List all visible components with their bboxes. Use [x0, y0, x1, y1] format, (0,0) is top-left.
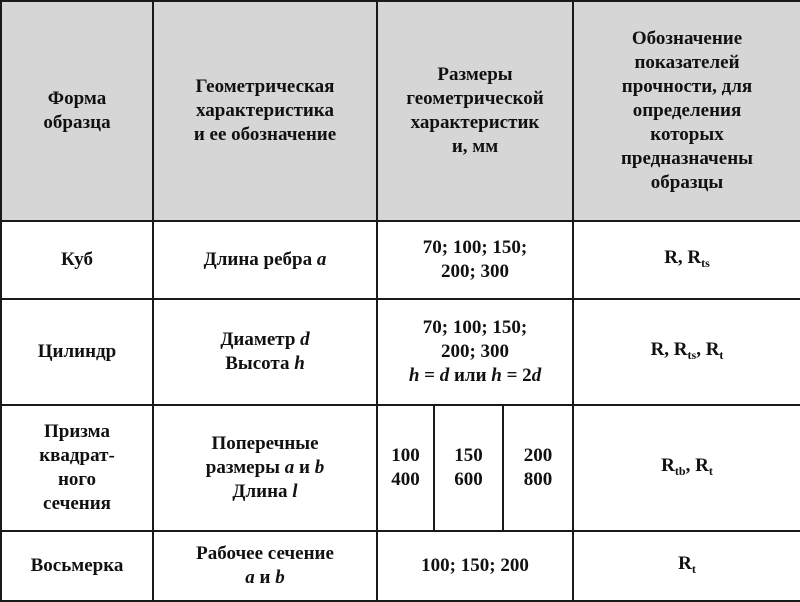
cell-sizes-prism-150: 150 600	[434, 405, 503, 531]
cell-indicator-figure-eight: $R_t$	[573, 531, 800, 601]
cell-indicator-cube: R, $R_{ts}$	[573, 221, 800, 299]
header-sample-form: Форма образца	[1, 1, 153, 221]
table-row-cylinder	[1, 299, 800, 405]
cell-geom-figure-eight: Рабочее сечение a и b	[153, 531, 377, 601]
table-header-row	[1, 1, 800, 221]
cell-form-prism: Призма квадрат- ного сечения	[1, 405, 153, 531]
cell-geom-cylinder: Диаметр d Высота h	[153, 299, 377, 405]
cell-sizes-prism-100: 100 400	[377, 405, 434, 531]
cell-form-cube: Куб	[1, 221, 153, 299]
cell-indicator-cylinder: R, $R_{ts}$, $R_t$	[573, 299, 800, 405]
table-row-cube	[1, 221, 800, 299]
cell-indicator-prism: $R_{tb}$, $R_t$	[573, 405, 800, 531]
header-dimensions: Размеры геометрической характеристик и, мм	[377, 1, 573, 221]
cell-sizes-prism-200: 200 800	[503, 405, 573, 531]
cell-geom-prism: Поперечные размеры a и b Длина l	[153, 405, 377, 531]
header-strength-indicators: Обозначение показателей прочности, для определения которых предназначены образцы	[573, 1, 800, 221]
table-row-prism	[1, 405, 800, 531]
cell-form-figure-eight: Восьмерка	[1, 531, 153, 601]
header-geometric-characteristic: Геометрическая характеристика и ее обозначение	[153, 1, 377, 221]
cell-geom-cube: Длина ребра a	[153, 221, 377, 299]
cell-form-cylinder: Цилиндр	[1, 299, 153, 405]
cell-sizes-cube: 70; 100; 150; 200; 300	[377, 221, 573, 299]
cell-sizes-cylinder: 70; 100; 150; 200; 300 h = d или h = 2d	[377, 299, 573, 405]
cell-sizes-figure-eight: 100; 150; 200	[377, 531, 573, 601]
table-row-figure-eight	[1, 531, 800, 601]
